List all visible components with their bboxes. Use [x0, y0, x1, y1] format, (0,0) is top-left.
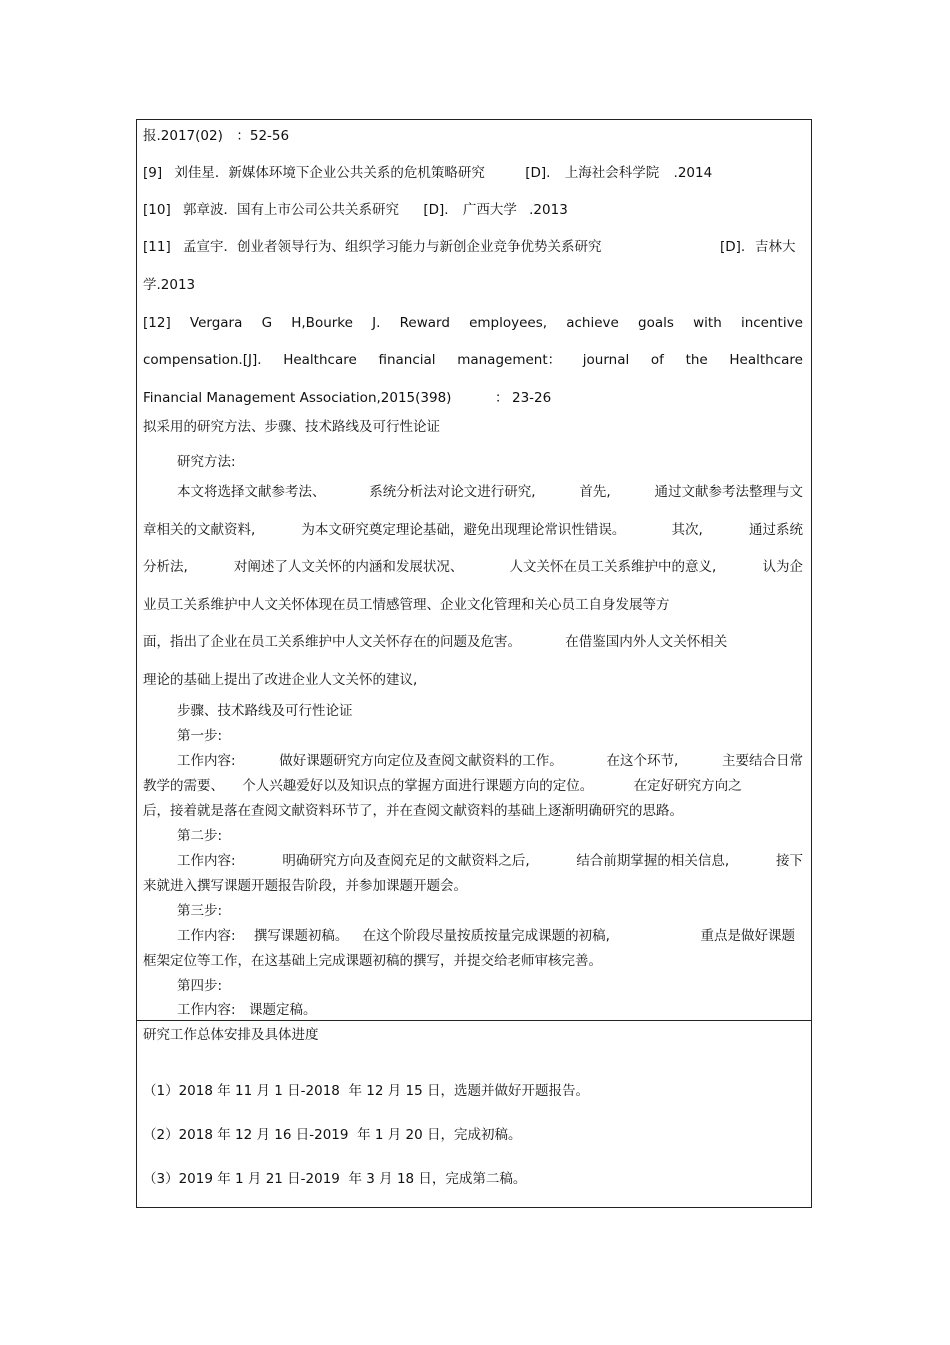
steps-label: 步骤、技术路线及可行性论证 — [177, 703, 353, 719]
methods-paragraph-line: 章相关的文献资料, 为本文研究奠定理论基础，避免出现理论常识性错误。 其次, 通过系统 — [143, 522, 803, 538]
methods-paragraph-line: 分析法, 对阐述了人文关怀的内涵和发展状况、 人文关怀在员工关系维护中的意义, 认为企 — [143, 559, 803, 575]
reference-12-tail: Financial Management Association,2015(398) ： 23-26 — [143, 390, 552, 406]
reference-12: [12] Vergara G H,Bourke J. Reward employees, achieve goals with incentive — [143, 315, 803, 331]
methods-label: 研究方法: — [177, 454, 236, 470]
step3-line: 工作内容: 撰写课题初稿。 在这个阶段尽量按质按量完成课题的初稿, 重点是做好课题 — [177, 928, 795, 944]
reference-8-tail: 报.2017(02) ：52-56 — [143, 128, 290, 144]
step2-line: 工作内容: 明确研究方向及查阅充足的文献资料之后, 结合前期掌握的相关信息, 接下 — [177, 853, 803, 869]
schedule-heading: 研究工作总体安排及具体进度 — [143, 1027, 319, 1043]
methods-paragraph-line: 本文将选择文献参考法、 系统分析法对论文进行研究, 首先, 通过文献参考法整理与文 — [177, 484, 803, 500]
methods-paragraph-line: 业员工关系维护中人文关怀体现在员工情感管理、企业文化管理和关心员工自身发展等方 — [143, 597, 670, 613]
methods-paragraph-line: 理论的基础上提出了改进企业人文关怀的建议, — [143, 672, 418, 688]
reference-9: [9] 刘佳星．新媒体环境下企业公共关系的危机策略研究 [D]. 上海社会科学院 .2014 — [143, 165, 713, 181]
step4-label: 第四步: — [177, 978, 223, 994]
reference-11: [11] 孟宣宇．创业者领导行为、组织学习能力与新创企业竞争优势关系研究 [D]. 吉林大 — [143, 239, 796, 255]
schedule-item: （2）2018 年 12 月 16 日-2019 年 1 月 20 日，完成初稿。 — [143, 1127, 522, 1143]
reference-11-cont: 学.2013 — [143, 277, 196, 293]
schedule-item: （1）2018 年 11 月 1 日-2018 年 12 月 15 日，选题并做好开题报告。 — [143, 1083, 590, 1099]
step2-label: 第二步: — [177, 828, 223, 844]
step1-line: 教学的需要、 个人兴趣爱好以及知识点的掌握方面进行课题方向的定位。 在定好研究方向之 — [143, 778, 742, 794]
methods-heading: 拟采用的研究方法、步骤、技术路线及可行性论证 — [143, 419, 440, 435]
schedule-item: （3）2019 年 1 月 21 日-2019 年 3 月 18 日，完成第二稿。 — [143, 1171, 527, 1187]
methods-paragraph-line: 面，指出了企业在员工关系维护中人文关怀存在的问题及危害。 在借鉴国内外人文关怀相关 — [143, 634, 728, 650]
step2-line: 来就进入撰写课题开题报告阶段，并参加课题开题会。 — [143, 878, 467, 894]
step3-label: 第三步: — [177, 903, 223, 919]
reference-10: [10] 郭章波．国有上市公司公共关系研究 [D]. 广西大学 .2013 — [143, 202, 568, 218]
step1-line: 后，接着就是落在查阅文献资料环节了，并在查阅文献资料的基础上逐渐明确研究的思路。 — [143, 803, 683, 819]
step1-line: 工作内容: 做好课题研究方向定位及查阅文献资料的工作。 在这个环节, 主要结合日常 — [177, 753, 803, 769]
reference-12-cont: compensation.[J]. Healthcare financial management： journal of the Healthcare — [143, 352, 803, 368]
step4-content: 工作内容: 课题定稿。 — [177, 1002, 317, 1018]
step3-line: 框架定位等工作，在这基础上完成课题初稿的撰写，并提交给老师审核完善。 — [143, 953, 602, 969]
step1-label: 第一步: — [177, 728, 223, 744]
section-divider — [136, 1020, 812, 1021]
